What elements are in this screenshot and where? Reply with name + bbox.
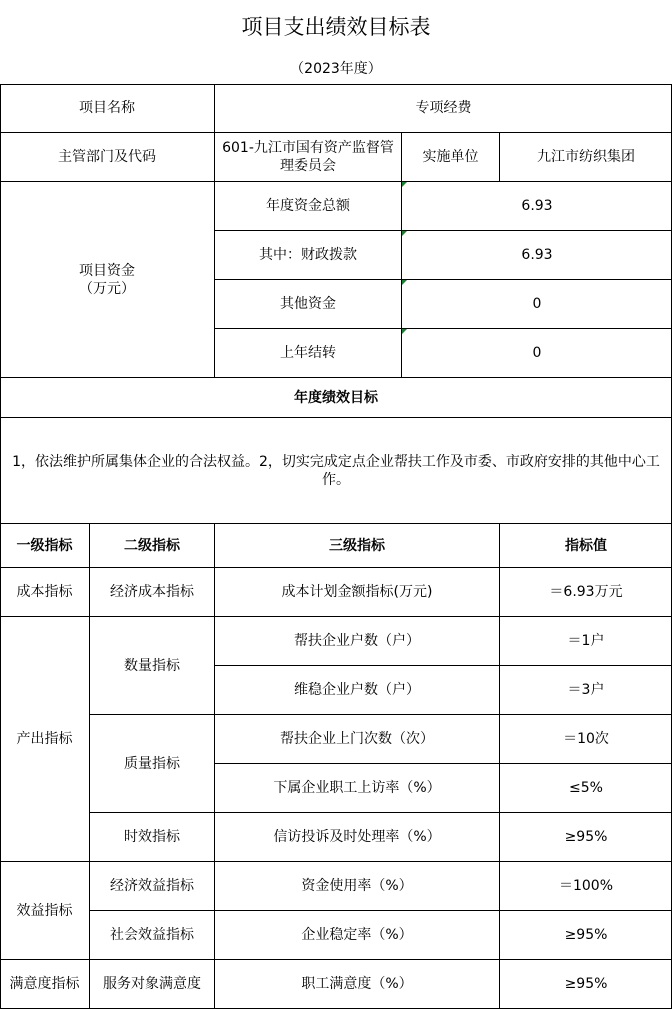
level3-header: 三级指标 — [215, 524, 500, 568]
level2-quantity: 数量指标 — [90, 617, 215, 715]
funds-carryover-value: 0 — [402, 329, 672, 378]
funds-total-label: 年度资金总额 — [215, 182, 402, 231]
level1-benefit: 效益指标 — [0, 862, 90, 960]
level2-economic-cost: 经济成本指标 — [90, 568, 215, 617]
indicator-name: 帮扶企业上门次数（次） — [215, 715, 500, 764]
level2-timeliness: 时效指标 — [90, 813, 215, 862]
indicator-value: ＝6.93万元 — [500, 568, 672, 617]
level1-header: 一级指标 — [0, 524, 90, 568]
cell-marker-icon — [402, 182, 407, 187]
indicator-name: 职工满意度（%） — [215, 960, 500, 1009]
level1-output: 产出指标 — [0, 617, 90, 862]
annual-goal-text: 1，依法维护所属集体企业的合法权益。2，切实完成定点企业帮扶工作及市委、市政府安排的其他中心工作。 — [0, 418, 672, 524]
year-label: （2023年度） — [290, 61, 382, 77]
level1-cost: 成本指标 — [0, 568, 90, 617]
project-name-label: 项目名称 — [0, 84, 215, 133]
cell-marker-icon — [402, 280, 407, 285]
funds-fiscal-label: 其中：财政拨款 — [215, 231, 402, 280]
implementing-unit-label: 实施单位 — [402, 133, 500, 182]
indicator-name: 维稳企业户数（户） — [215, 666, 500, 715]
department-label: 主管部门及代码 — [0, 133, 215, 182]
indicator-value: ≥95% — [500, 813, 672, 862]
funds-other-value: 0 — [402, 280, 672, 329]
indicator-value: ＝10次 — [500, 715, 672, 764]
funds-other-label: 其他资金 — [215, 280, 402, 329]
level2-header: 二级指标 — [90, 524, 215, 568]
indicator-value: ≥95% — [500, 960, 672, 1009]
indicator-name: 下属企业职工上访率（%） — [215, 764, 500, 813]
funds-total-value: 6.93 — [402, 182, 672, 231]
level2-economic-benefit: 经济效益指标 — [90, 862, 215, 911]
level2-quality: 质量指标 — [90, 715, 215, 813]
implementing-unit-value: 九江市纺织集团 — [500, 133, 672, 182]
indicator-value: ≤5% — [500, 764, 672, 813]
department-value: 601-九江市国有资产监督管理委员会 — [215, 133, 402, 182]
funds-carryover-label: 上年结转 — [215, 329, 402, 378]
indicator-value-header: 指标值 — [500, 524, 672, 568]
page-title: 项目支出绩效目标表 — [241, 15, 431, 39]
indicator-value: ＝100% — [500, 862, 672, 911]
indicator-value: ＝3户 — [500, 666, 672, 715]
project-name-value: 专项经费 — [215, 84, 672, 133]
indicator-name: 成本计划金额指标(万元) — [215, 568, 500, 617]
level1-satisfaction: 满意度指标 — [0, 960, 90, 1009]
level2-social-benefit: 社会效益指标 — [90, 911, 215, 960]
funds-label: 项目资金 （万元） — [0, 182, 215, 378]
indicator-value: ≥95% — [500, 911, 672, 960]
cell-marker-icon — [402, 329, 407, 334]
level2-service-satisfaction: 服务对象满意度 — [90, 960, 215, 1009]
indicator-name: 企业稳定率（%） — [215, 911, 500, 960]
indicator-value: ＝1户 — [500, 617, 672, 666]
indicator-name: 信访投诉及时处理率（%） — [215, 813, 500, 862]
indicator-name: 资金使用率（%） — [215, 862, 500, 911]
annual-goal-header: 年度绩效目标 — [0, 378, 672, 418]
funds-fiscal-value: 6.93 — [402, 231, 672, 280]
cell-marker-icon — [402, 231, 407, 236]
indicator-name: 帮扶企业户数（户） — [215, 617, 500, 666]
